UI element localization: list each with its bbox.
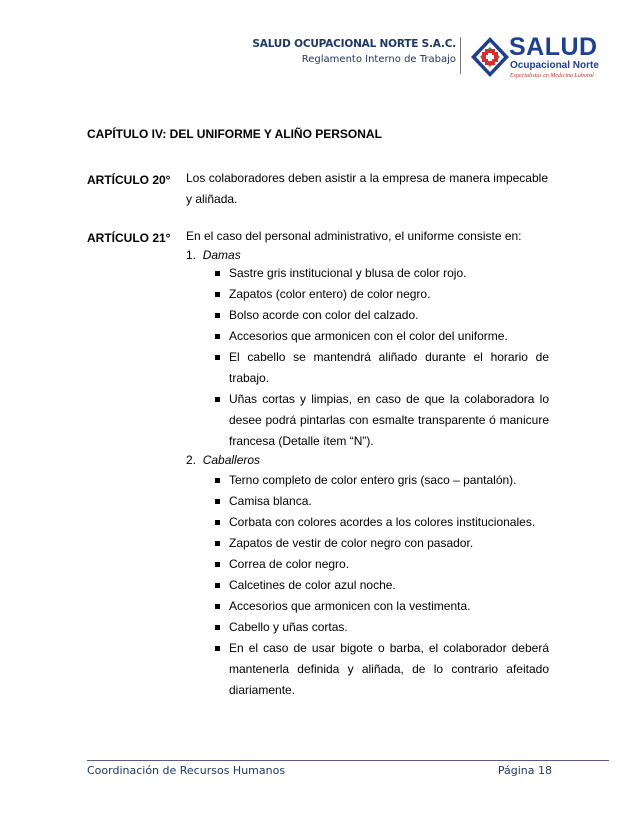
- damas-list: [215, 263, 549, 452]
- section-number: 2.: [186, 453, 197, 467]
- header-divider: [460, 37, 461, 74]
- bullet-square-icon: [215, 271, 220, 276]
- section-name: Damas: [202, 248, 241, 262]
- bullet-square-icon: [215, 334, 220, 339]
- logo-tagline: Especialistas en Medicina Laboral: [510, 73, 594, 79]
- footer-divider: [87, 760, 609, 761]
- chapter-title: CAPÍTULO IV: DEL UNIFORME Y ALIÑO PERSONAL: [87, 127, 382, 141]
- article-21-label: ARTÍCULO 21°: [87, 231, 171, 245]
- article-21-text: En el caso del personal administrativo, el uniforme consiste en:: [186, 229, 522, 243]
- section-damas-title: [186, 248, 241, 262]
- list-item: Accesorios que armonicen con el color del uniforme.: [215, 326, 549, 347]
- list-item: Accesorios que armonicen con la vestimenta.: [215, 596, 549, 617]
- section-name: Caballeros: [202, 453, 261, 467]
- list-item: Correa de color negro.: [215, 554, 549, 575]
- list-item: Bolso acorde con color del calzado.: [215, 305, 549, 326]
- list-item: Zapatos (color entero) de color negro.: [215, 284, 549, 305]
- logo-word: SALUD: [509, 33, 598, 61]
- bullet-square-icon: [215, 313, 220, 318]
- article-20-label: ARTÍCULO 20°: [87, 173, 171, 187]
- company-logo: [470, 32, 600, 82]
- bullet-square-icon: [215, 604, 220, 609]
- list-item: Corbata con colores acordes a los colores institucionales.: [215, 512, 549, 533]
- list-item: Zapatos de vestir de color negro con pasador.: [215, 533, 549, 554]
- page-number: Página 18: [497, 764, 552, 777]
- list-item: En el caso de usar bigote o barba, el colaborador deberá mantenerla definida y aliñada, de lo contrario afeitado diariamente.: [215, 638, 549, 701]
- bullet-square-icon: [215, 355, 220, 360]
- logo-subtitle: Ocupacional Norte: [510, 60, 599, 71]
- section-number: 1.: [186, 248, 197, 262]
- bullet-square-icon: [215, 646, 220, 651]
- bullet-square-icon: [215, 499, 220, 504]
- list-item: Calcetines de color azul noche.: [215, 575, 549, 596]
- bullet-square-icon: [215, 541, 220, 546]
- bullet-square-icon: [215, 562, 220, 567]
- footer-department: Coordinación de Recursos Humanos: [87, 764, 286, 777]
- list-item: Sastre gris institucional y blusa de color rojo.: [215, 263, 549, 284]
- list-item: Cabello y uñas cortas.: [215, 617, 549, 638]
- bullet-square-icon: [215, 583, 220, 588]
- caballeros-list: [215, 470, 549, 701]
- section-caballeros-title: [186, 453, 260, 467]
- bullet-square-icon: [215, 625, 220, 630]
- bullet-square-icon: [215, 478, 220, 483]
- bullet-square-icon: [215, 520, 220, 525]
- list-item: Terno completo de color entero gris (saco – pantalón).: [215, 470, 549, 491]
- bullet-square-icon: [215, 292, 220, 297]
- bullet-square-icon: [215, 397, 220, 402]
- list-item: Camisa blanca.: [215, 491, 549, 512]
- list-item: El cabello se mantendrá aliñado durante el horario de trabajo.: [215, 347, 549, 389]
- header-company: SALUD OCUPACIONAL NORTE S.A.C.: [252, 38, 456, 50]
- list-item: Uñas cortas y limpias, en caso de que la colaboradora lo desee podrá pintarlas con esmalte transparente ó manicure francesa (Detalle ítem “N”).: [215, 389, 549, 452]
- article-20-text: Los colaboradores deben asistir a la empresa de manera impecable y aliñada.: [186, 171, 548, 206]
- header-subtitle: Reglamento Interno de Trabajo: [301, 54, 456, 65]
- logo-cross-icon: [470, 36, 510, 78]
